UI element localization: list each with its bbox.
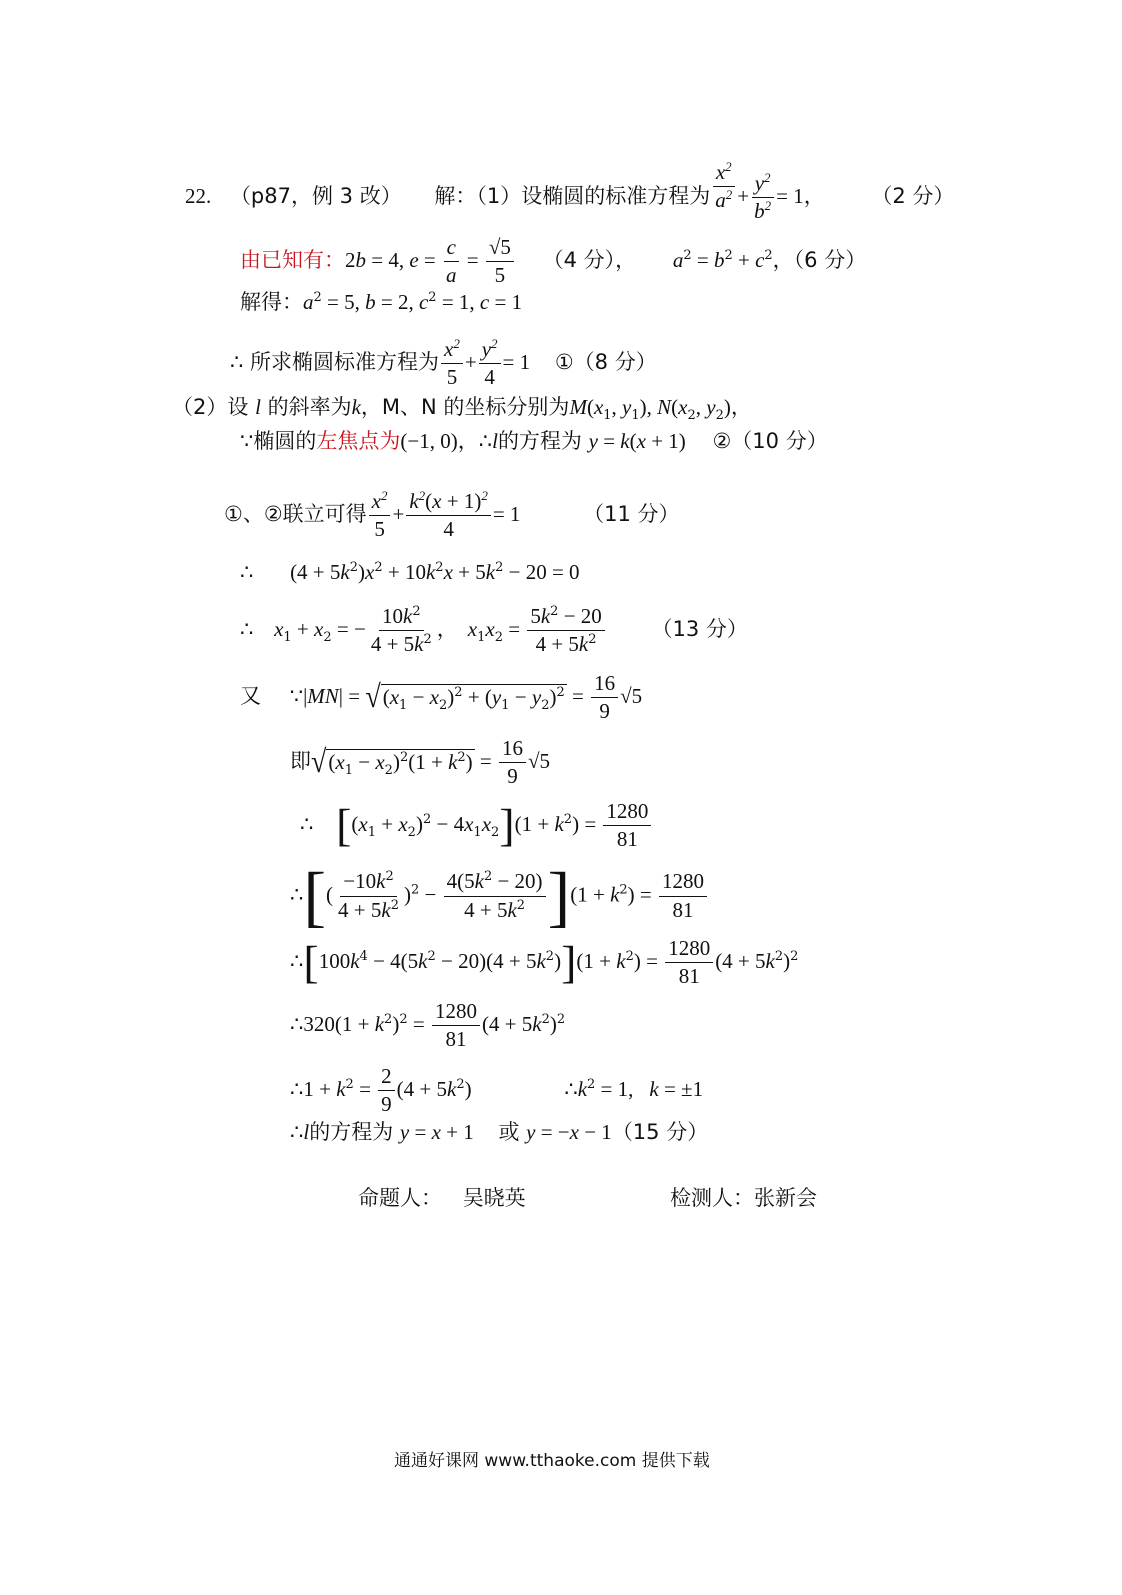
problem-number: 22. xyxy=(185,184,212,209)
combine-line: ①、②联立可得 $\frac{x^2}{5}$ + $\frac{k^2(x + 1)^2}{4}$ = 1 （11 分） xyxy=(224,488,680,542)
combine-term-2: $\frac{k^2(x + 1)^2}{4}$ xyxy=(406,490,491,541)
line-eq-mid-2: 的方程为 xyxy=(309,1120,394,1144)
also-label: 又 xyxy=(240,684,261,709)
solve-line: 解得：$a^2 = 5$, b = 2, $c^2 = 1$, c = 1 xyxy=(240,290,523,314)
standard-equation-line: ∴ 所求椭圆标准方程为 $\frac{x^2}{5}$ + $\frac{y^2}{4}$ = 1 ①（8 分） xyxy=(230,336,657,390)
ellipse-term-x: $\frac{x^2}{a^2}$ xyxy=(712,161,735,212)
problem-source: （p87，例 3 改） xyxy=(229,184,402,209)
score-2: （2 分） xyxy=(871,184,955,209)
author-line xyxy=(358,1188,526,1209)
known-label: 由已知有： xyxy=(240,248,345,273)
part2-slope: 的斜率为 xyxy=(267,395,352,419)
solve-k-line: ∴1 + $k^2$ = $\frac{2}{9}$ $(4 + 5k^2)$ $\therefore k^2 = 1$, k = ±1 xyxy=(290,1064,704,1117)
expand-line-2: ∴[( $\frac{-10k^2}{4 + 5k^2}$ )$^2$ − $\frac{4(5k^2 - 20)}{4 + 5k^2}$ ]$(1 + k^2)$ = $\frac{1280}{81}$ xyxy=(290,862,709,930)
namely-label: 即 xyxy=(290,749,311,774)
expand-line-3: $\therefore[100k^4 - 4(5k^2 - 20)(4 + 5k^2)](1 + k^2)$ = $\frac{1280}{81}$ $(4 + 5k^2)^2$ xyxy=(290,936,799,989)
footer-text: 通通好课网 www.tthaoke.com 提供下载 xyxy=(394,1451,710,1471)
fraction-1280-81-c: $\frac{1280}{81}$ xyxy=(665,937,713,988)
fraction-1280-81: $\frac{1280}{81}$ xyxy=(603,800,651,851)
therefore-std: ∴ 所求椭圆标准方程为 xyxy=(230,350,440,375)
known-line: 由已知有：2b = 4, e = $\frac{c}{a}$ = $\frac{√5}{5}$ （4 分）， $a^2 = b^2 + c^2$，（6 分） xyxy=(240,235,867,288)
product-term-fraction: $\frac{4(5k^2 - 20)}{4 + 5k^2}$ xyxy=(444,870,546,921)
combine-label: ①、②联立可得 xyxy=(224,502,367,527)
part2-line: （2）设 l 的斜率为k，M、N 的坐标分别为$M(x_1$, $y_1$), $N(x_2$, $y_2$)， xyxy=(172,395,752,423)
part2-intro: （2）设 xyxy=(172,395,249,419)
term-y2-over-4: $\frac{y^2}{4}$ xyxy=(479,338,501,389)
score-4: （4 分）， xyxy=(542,248,637,273)
part2-coords: ，M、N 的坐标分别为 xyxy=(360,395,570,419)
neg-10k2-fraction: $\frac{-10k^2}{4 + 5k^2}$ xyxy=(338,869,399,922)
score-6: ，（6 分） xyxy=(772,248,867,273)
final-answer-line: ∴l的方程为 y = x + 1 或 y = −x − 1（15 分） xyxy=(290,1120,709,1144)
vieta-sum-fraction: $\frac{10k^2}{4 + 5k^2}$ xyxy=(370,604,432,657)
because-focus-red: 左焦点为 xyxy=(316,429,401,453)
expand-line-1: ∴ $[(x_1 + x_2)^2 - 4x_1x_2](1 + k^2)$ = $\frac{1280}{81}$ xyxy=(300,800,653,851)
vieta-line: ∴ $x_1 + x_2$ = − $\frac{10k^2}{4 + 5k^2}$ ， $x_1x_2$ = $\frac{5k^2 - 20}{4 + 5k^2}$ （13 分） xyxy=(240,604,748,657)
line-eq-label: ，∴ xyxy=(457,429,493,453)
checker-name: 张新会 xyxy=(754,1186,817,1210)
or-label: 或 xyxy=(498,1120,520,1144)
focus-line: ∵椭圆的左焦点为(−1, 0)，∴l的方程为 y = k(x + 1) ②（10 分） xyxy=(240,429,828,453)
author-name: 吴晓英 xyxy=(462,1186,526,1210)
sixteen-ninths: $\frac{16}{9}$ xyxy=(591,672,618,723)
namely-sqrt: √ $(x_1 - x_2)^2(1 + k^2)$ xyxy=(311,744,473,780)
problem-header-line: 22. （p87，例 3 改） 解：（1）设椭圆的标准方程为 $\frac{x^2}{a^2}$ + $\frac{y^2}{b^2}$ = 1， （2 分） xyxy=(185,159,955,224)
score-8: ①（8 分） xyxy=(554,350,657,375)
score-10: ②（10 分） xyxy=(712,429,828,453)
checker-line xyxy=(670,1188,817,1209)
because-focus-prefix: ∵椭圆的 xyxy=(240,429,317,453)
term-x2-over-5: $\frac{x^2}{5}$ xyxy=(441,338,463,389)
vieta-product-fraction: $\frac{5k^2 - 20}{4 + 5k^2}$ xyxy=(527,605,604,656)
part1-intro: 解：（1）设椭圆的标准方程为 xyxy=(434,184,711,209)
score-15: （15 分） xyxy=(611,1120,709,1144)
sixteen-ninths-2: $\frac{16}{9}$ xyxy=(499,737,526,788)
simplify-line: ∴320(1 + $k^2)^2$ = $\frac{1280}{81}$ $(4 + 5k^2)^2$ xyxy=(290,999,566,1052)
eccentricity-fraction: $\frac{c}{a}$ xyxy=(443,236,460,287)
combine-term-1: $\frac{x^2}{5}$ xyxy=(369,490,391,541)
fraction-1280-81-d: $\frac{1280}{81}$ xyxy=(432,1000,480,1051)
score-13: （13 分） xyxy=(651,617,748,642)
distance-line: 又 ∵|MN| = √ $(x_1 - x_2)^2 + (y_1 - y_2)^2$ = $\frac{16}{9}$ √5 xyxy=(240,671,643,724)
solve-label: 解得： xyxy=(240,290,303,314)
distance-sqrt: √ $(x_1 - x_2)^2 + (y_1 - y_2)^2$ xyxy=(365,679,565,715)
line-eq-mid: 的方程为 xyxy=(497,429,582,453)
fraction-1280-81-b: $\frac{1280}{81}$ xyxy=(659,870,707,921)
ellipse-term-y: $\frac{y^2}{b^2}$ xyxy=(751,172,774,223)
two-ninths: $\frac{2}{9}$ xyxy=(378,1065,395,1116)
sqrt5-over-5: $\frac{√5}{5}$ xyxy=(486,236,514,287)
author-label: 命题人： xyxy=(358,1186,442,1210)
score-11: （11 分） xyxy=(583,502,680,527)
quadratic-line: ∴ $(4 + 5k^2)x^2 + 10k^2x + 5k^2 - 20 = 0$ xyxy=(240,560,580,584)
namely-line: 即 √ $(x_1 - x_2)^2(1 + k^2)$ = $\frac{16}{9}$ √5 xyxy=(290,736,551,789)
checker-label: 检测人： xyxy=(670,1186,754,1210)
